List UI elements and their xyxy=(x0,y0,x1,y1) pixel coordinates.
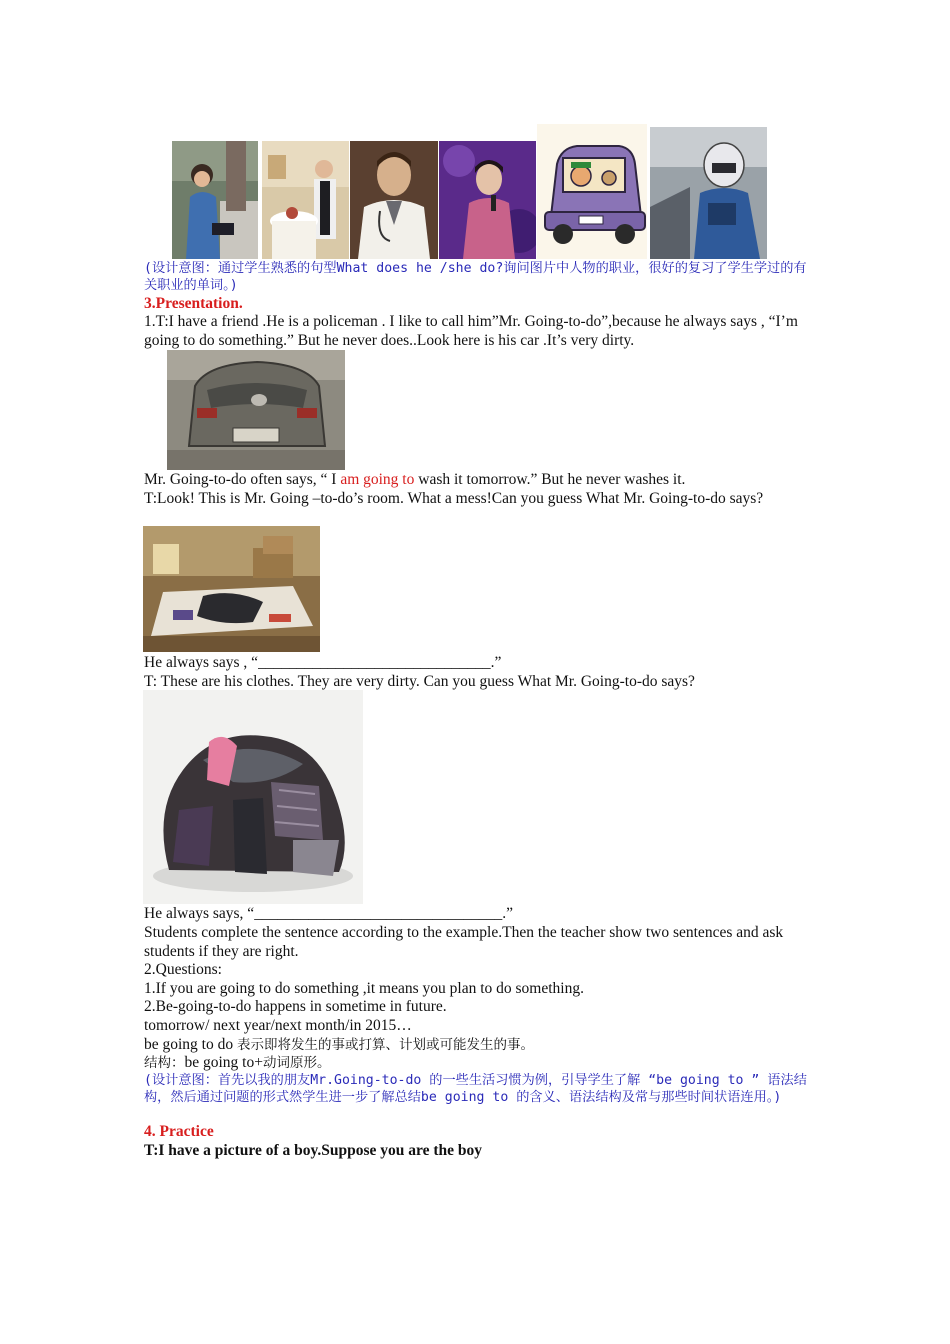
section-4-heading: 4. Practice xyxy=(144,1123,214,1140)
practice-instruction: T:I have a picture of a boy.Suppose you are the boy xyxy=(144,1142,483,1159)
be-going-to-meaning xyxy=(144,1036,534,1055)
driver-cartoon-icon xyxy=(537,124,647,259)
clothes-pile-photo-icon xyxy=(143,690,363,904)
questions-label: 2.Questions: xyxy=(144,961,222,978)
meaning-cn: 表示即将发生的事或打算、计划或可能发生的事。 xyxy=(237,1037,534,1053)
says-blank-line-2: He always says, “________________________________.” xyxy=(144,905,513,922)
design-note-1: (设计意图：通过学生熟悉的句型What does he /she do?询问图片中人物的职业，很好的复习了学生学过的有关职业的单词。) xyxy=(144,261,807,293)
pilot-photo-icon xyxy=(650,127,767,259)
section-3-heading: 3.Presentation. xyxy=(144,295,243,312)
doctor-photo-icon xyxy=(350,141,438,259)
nurse-photo-icon xyxy=(172,141,258,259)
design-note-2: (设计意图：首先以我的朋友Mr.Going-to-do 的一些生活习惯为例，引导学生了解 “be going to ” 语法结构，然后通过问题的形式然学生进一步了解总结be going to 的含义、语法结构及常与那些时间状语连用。) xyxy=(144,1073,807,1105)
waiter-photo-icon xyxy=(262,141,349,259)
structure-line xyxy=(144,1054,330,1073)
messy-room-photo-icon xyxy=(143,526,320,652)
complete-sentence-instruction: Students complete the sentence according to the example.Then the teacher show two sentences and ask students if they are right. xyxy=(144,924,784,960)
clothes-question-line: T: These are his clothes. They are very dirty. Can you guess What Mr. Going-to-do says? xyxy=(144,673,695,690)
dirty-car-photo-icon xyxy=(167,350,345,470)
am-going-to-highlight: am going to xyxy=(340,471,415,488)
paragraph-policeman-intro: 1.T:I have a friend .He is a policeman . I like to call him”Mr. Going-to-do”,because he always says , “I’m going to do something.” But he never does..Look here is his car .It’s very dirty. xyxy=(144,313,798,349)
car-wash-line xyxy=(144,471,685,490)
structure-cn-label: 结构： xyxy=(144,1055,185,1071)
room-question-line: T:Look! This is Mr. Going –to-do’s room. What a mess!Can you guess What Mr. Going-to-do says? xyxy=(144,490,764,507)
meaning-en: be going to do xyxy=(144,1036,237,1053)
singer-photo-icon xyxy=(439,141,536,259)
question-1: 1.If you are going to do something ,it means you plan to do something. xyxy=(144,980,584,997)
structure-en: be going to+ xyxy=(184,1054,263,1071)
question-2: 2.Be-going-to-do happens in sometime in future. xyxy=(144,998,447,1015)
car-line-after: wash it tomorrow.” But he never washes it. xyxy=(414,471,686,488)
time-expressions: tomorrow/ next year/next month/in 2015… xyxy=(144,1017,412,1034)
structure-cn-tail: 动词原形。 xyxy=(262,1055,331,1071)
says-blank-line-1: He always says , “______________________________.” xyxy=(144,654,502,671)
car-line-before: Mr. Going-to-do often says, “ I xyxy=(144,471,341,488)
